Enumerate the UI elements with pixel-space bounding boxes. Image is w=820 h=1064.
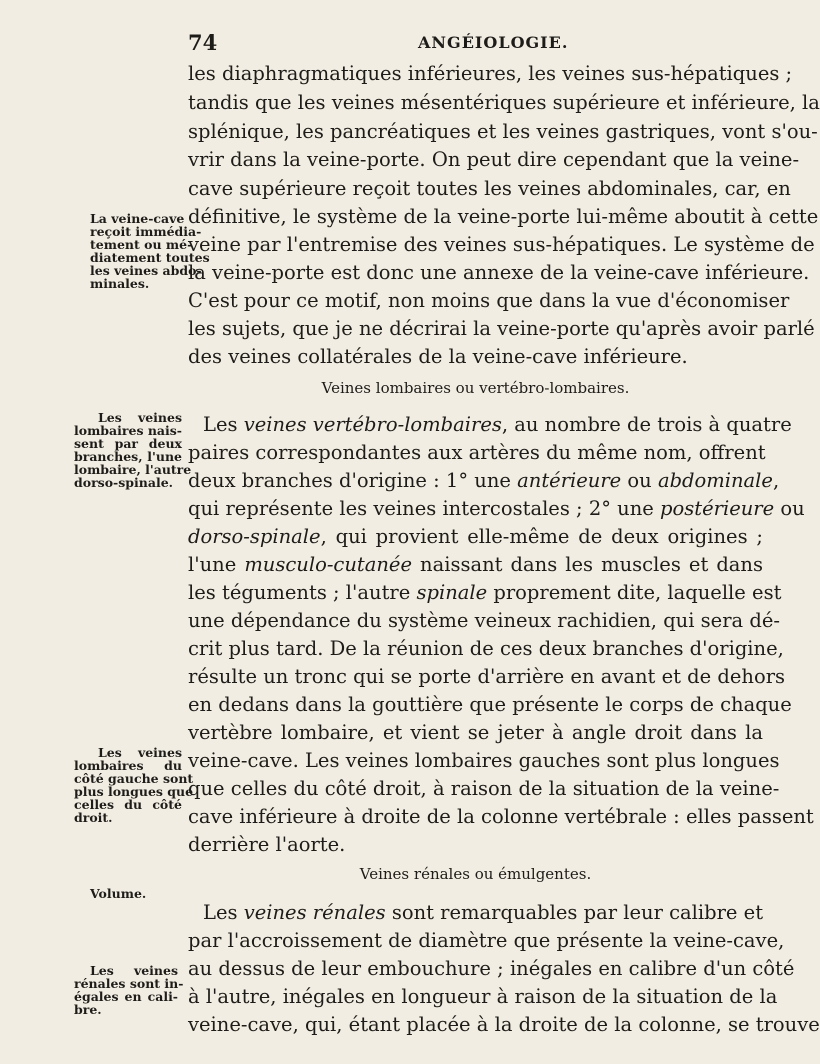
text-line: résulte un tronc qui se porte d'arrière en avant et de dehors: [188, 665, 786, 688]
text-line: que celles du côté droit, à raison de la situation de la veine-: [188, 777, 780, 800]
text-line: veine par l'entremise des veines sus-hépatiques. Le système de: [188, 233, 815, 256]
text-line: la veine-porte est donc une annexe de la veine-cave inférieure.: [188, 261, 810, 284]
margin-note-lombaires-gauche: Les veines lombaires du côté gauche sont plus longues que celles du côté droit.: [74, 745, 194, 825]
text-line: l'une musculo-cutanée naissant dans les muscles et dans: [188, 553, 763, 576]
text-line: C'est pour ce motif, non moins que dans la vue d'économiser: [188, 289, 790, 312]
text-line: les diaphragmatiques inférieures, les veines sus-hépatiques ;: [188, 62, 793, 85]
text-line: une dépendance du système veineux rachidien, qui sera dé-: [188, 609, 780, 632]
text-line: derrière l'aorte.: [188, 833, 346, 856]
text-line: définitive, le système de la veine-porte lui-même aboutit à cette: [188, 205, 819, 228]
margin-note-lombaires-naissent: Les veines lombaires nais- sent par deux branches, l'une lombaire, l'autre dorso-spinale.: [74, 410, 192, 490]
page-header: [188, 30, 748, 56]
text-line: vrir dans la veine-porte. On peut dire cependant que la veine-: [188, 148, 800, 171]
text-line: par l'accroissement de diamètre que présente la veine-cave,: [188, 929, 785, 952]
text-line: cave supérieure reçoit toutes les veines abdominales, car, en: [188, 177, 791, 200]
text-line: qui représente les veines intercostales ; 2° une postérieure ou: [188, 497, 805, 520]
margin-note-volume: Volume.: [90, 886, 147, 901]
text-line: crit plus tard. De la réunion de ces deux branches d'origine,: [188, 637, 784, 660]
text-line: tandis que les veines mésentériques supérieure et inférieure, la: [188, 91, 820, 114]
text-line: les téguments ; l'autre spinale proprement dite, laquelle est: [188, 581, 782, 604]
running-title: ANGÉIOLOGIE.: [418, 33, 569, 52]
text-line: splénique, les pancréatiques et les veines gastriques, vont s'ou-: [188, 120, 818, 143]
section-heading-renales: Veines rénales ou émulgentes.: [359, 865, 592, 883]
section-heading-lombaires: Veines lombaires ou vertébro-lombaires.: [321, 379, 630, 397]
text-line: en dedans dans la gouttière que présente le corps de chaque: [188, 693, 792, 716]
page-number: 74: [188, 30, 218, 55]
text-line: deux branches d'origine : 1° une antérieure ou abdominale,: [188, 469, 780, 492]
text-line: des veines collatérales de la veine-cave inférieure.: [188, 345, 688, 368]
text-line: Les veines rénales sont remarquables par leur calibre et: [203, 901, 764, 924]
text-line: paires correspondantes aux artères du même nom, offrent: [188, 441, 766, 464]
margin-note-veine-cave: La veine-cave reçoit immédia- tement ou mé- diatement toutes les veines abdo- minales.: [90, 211, 210, 291]
text-line: veine-cave. Les veines lombaires gauches sont plus longues: [188, 749, 780, 772]
text-line: au dessus de leur embouchure ; inégales en calibre d'un côté: [188, 957, 795, 980]
text-line: dorso-spinale, qui provient elle-même de deux origines ;: [188, 525, 763, 548]
text-line: veine-cave, qui, étant placée à la droite de la colonne, se trouve: [188, 1013, 820, 1036]
margin-note-renales-inegales: Les veines rénales sont in- égales en cali- bre.: [74, 963, 184, 1017]
text-line: les sujets, que je ne décrirai la veine-porte qu'après avoir parlé: [188, 317, 815, 340]
text-line: cave inférieure à droite de la colonne vertébrale : elles passent: [188, 805, 814, 828]
text-line: à l'autre, inégales en longueur à raison de la situation de la: [188, 985, 778, 1008]
text-line: Les veines vertébro-lombaires, au nombre de trois à quatre: [203, 413, 792, 436]
text-line: vertèbre lombaire, et vient se jeter à angle droit dans la: [188, 721, 763, 744]
